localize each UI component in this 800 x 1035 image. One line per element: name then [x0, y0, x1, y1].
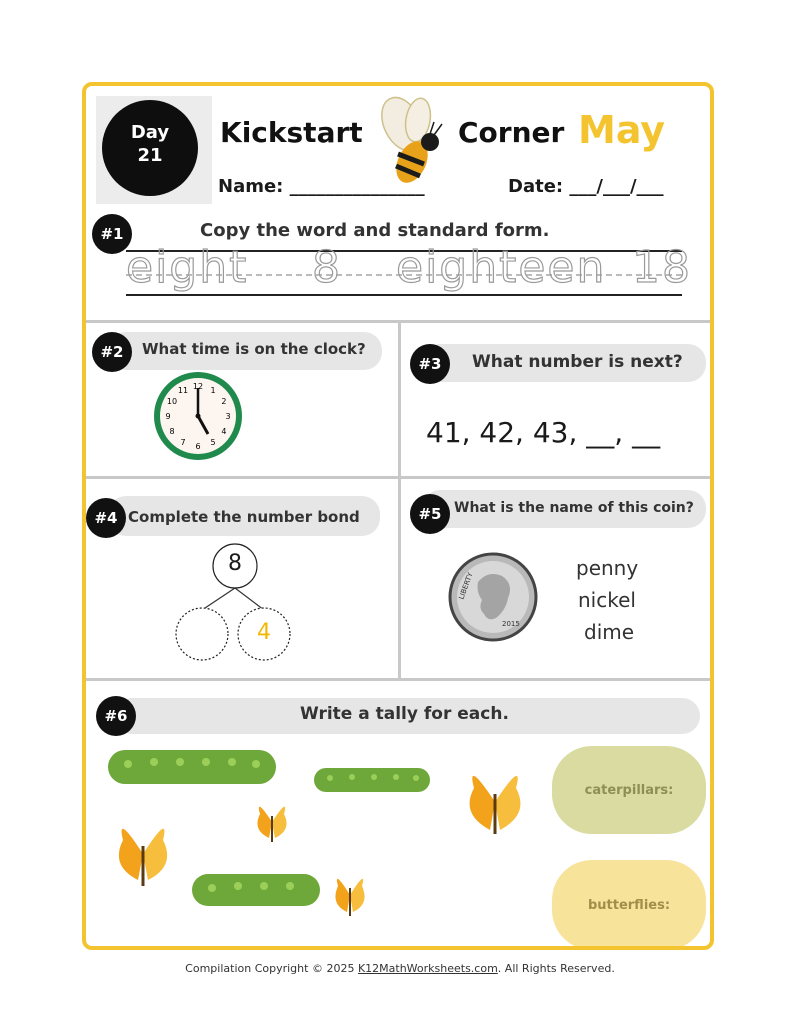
- clock-numeral: 5: [210, 437, 216, 447]
- date-field-label: Date: ___/___/___: [508, 176, 664, 197]
- footer-suffix: . All Rights Reserved.: [497, 962, 615, 975]
- clock-icon: [150, 368, 246, 464]
- title-kickstart: Kickstart: [220, 116, 363, 149]
- bond-whole: 8: [228, 551, 242, 576]
- caterpillar-icon: [312, 762, 432, 796]
- worksheet: [82, 82, 714, 950]
- coin-option-dime: dime: [584, 620, 635, 644]
- butterfly-icon: [330, 866, 370, 924]
- clock-numeral: 9: [165, 412, 171, 421]
- butterfly-icon: [252, 794, 292, 850]
- q3-number-badge: #3: [410, 344, 450, 384]
- footer-prefix: Compilation Copyright © 2025: [185, 962, 358, 975]
- clock-numeral: 7: [180, 437, 186, 447]
- q4-number-badge: #4: [86, 498, 126, 538]
- coin-option-penny: penny: [576, 556, 639, 580]
- day-number: 21: [137, 145, 163, 166]
- q3-prompt: What number is next?: [472, 352, 683, 372]
- q1-trace-word1: eight: [126, 242, 249, 293]
- dime-coin: [448, 552, 538, 642]
- caterpillars-answer-box[interactable]: [552, 746, 706, 834]
- day-label: Day: [130, 122, 170, 143]
- butterfly-icon: [110, 808, 176, 900]
- footer-copyright: [0, 962, 800, 975]
- clock-numeral: 8: [169, 427, 175, 436]
- coin-option-nickel: nickel: [578, 588, 636, 612]
- month-label: May: [578, 108, 666, 152]
- coin-year-text: 2015: [502, 620, 520, 628]
- q1-trace-number1: 8: [312, 242, 342, 293]
- bond-part-right: 4: [257, 620, 271, 645]
- q2-prompt: What time is on the clock?: [142, 340, 366, 358]
- coin-liberty-text: LIBERTY: [457, 571, 475, 601]
- butterfly-icon: [460, 754, 530, 850]
- day-badge: [102, 100, 198, 196]
- clock-numeral: 4: [221, 427, 227, 436]
- clock-numeral: 12: [192, 382, 204, 391]
- caterpillar-icon: [188, 866, 324, 912]
- q6-number-badge: #6: [96, 696, 136, 736]
- divider: [398, 322, 401, 678]
- q4-prompt: Complete the number bond: [128, 508, 360, 526]
- caterpillars-label: caterpillars:: [584, 782, 674, 798]
- clock-numeral: 11: [177, 386, 189, 396]
- divider: [86, 678, 714, 681]
- q2-number-badge: #2: [92, 332, 132, 372]
- clock-numeral: 2: [221, 397, 227, 406]
- q1-trace-word2: eighteen: [396, 242, 607, 293]
- clock-numeral: 10: [166, 397, 178, 406]
- clock-numeral: 6: [195, 442, 201, 451]
- clock-numeral: 1: [210, 386, 216, 396]
- title-corner: Corner: [458, 116, 565, 149]
- q6-prompt: Write a tally for each.: [300, 704, 509, 724]
- butterflies-label: butterflies:: [587, 897, 671, 913]
- q3-sequence: 41, 42, 43, __, __: [426, 416, 661, 449]
- q1-prompt: Copy the word and standard form.: [200, 220, 550, 241]
- caterpillar-icon: [104, 742, 280, 792]
- q1-trace-number2: 18: [632, 242, 692, 293]
- clock-numeral: 3: [225, 412, 231, 421]
- number-bond: [172, 542, 298, 666]
- q5-prompt: What is the name of this coin?: [454, 500, 694, 516]
- q1-number-badge: #1: [92, 214, 132, 254]
- q5-number-badge: #5: [410, 494, 450, 534]
- butterflies-answer-box[interactable]: [552, 860, 706, 950]
- footer-link[interactable]: K12MathWorksheets.com: [357, 962, 498, 975]
- name-field-label: Name: _______________: [218, 176, 425, 197]
